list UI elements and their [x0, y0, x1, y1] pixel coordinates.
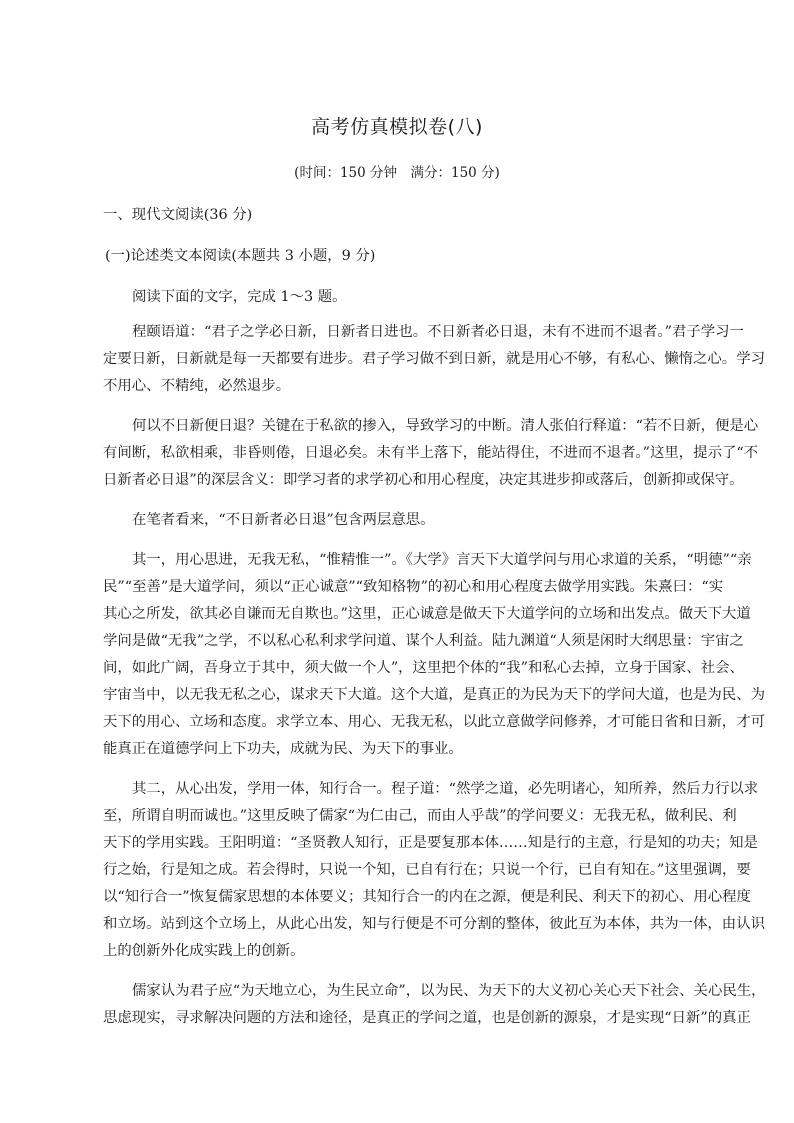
paragraph-line: 以“知行合一”恢复儒家思想的本体要义；其知行合一的内在之源，便是利民、利天下的初心、用心程度	[103, 889, 751, 905]
paragraph-4	[103, 547, 765, 763]
paragraph-line: 儒家认为君子应“为天地立心，为生民立命”，以为民、为天下的大义初心关心天下社会、关心民生，	[132, 983, 766, 999]
section-heading: 一、现代文阅读(36 分)	[103, 207, 253, 223]
reading-instruction: 阅读下面的文字，完成 1～3 题。	[132, 289, 347, 305]
paragraph-line: 思虑现实，寻求解决问题的方法和途径，是真正的学问之道，也是创新的源泉，才是实现“日新”的真正	[103, 1010, 751, 1026]
paragraph-line: 学问是做“无我”之学，不以私心私利求学问道、谋个人利益。陆九渊道“人须是闲时大纲思量：宇宙之	[103, 633, 744, 649]
paragraph-6	[103, 978, 766, 1032]
paragraph-line: 其心之所发，欲其必自谦而无自欺也。”这里，正心诚意是做天下大道学问的立场和出发点。做天下大道	[103, 606, 751, 622]
paragraph-line: 不用心、不精纯，必然退步。	[103, 378, 291, 394]
paragraph-line: 上的创新外化成实践上的创新。	[103, 943, 305, 959]
paragraph-line: 至，所谓自明而诚也。”这里反映了儒家“为仁由己，而由人乎哉”的学问要义：无我无私，做利民、利	[103, 808, 737, 824]
paragraph-line: 能真正在道德学问上下功夫，成就为民、为天下的事业。	[103, 741, 463, 757]
paragraph-line: 和立场。站到这个立场上，从此心出发，知与行便是不可分割的整体，彼此互为本体，共为一体，由认识	[103, 916, 765, 932]
paragraph-3	[103, 507, 691, 534]
paragraph-line: 间，如此广阔，吾身立于其中，须大做一个人”，这里把个体的“我”和私心去掉，立身于国家、社会、	[103, 660, 744, 676]
paragraph-line: 其二，从心出发，学用一体，知行合一。程子道：“然学之道，必先明诸心，知所养，然后力行以求	[132, 781, 759, 797]
exam-body	[103, 202, 766, 1045]
paragraph-2	[103, 413, 759, 494]
paragraph-line: 其一，用心思进，无我无私，“惟精惟一”。《大学》言天下大道学问与用心求道的关系，“明德”“亲	[132, 552, 752, 568]
paragraph-line: 有间断，私欲相乘，非昏则倦，日退必矣。未有半上落下，能站得住，不进而不退者。”这里，提示了“不	[103, 445, 759, 461]
page-title: 高考仿真模拟卷(八)	[311, 116, 483, 138]
paragraph-line: 日新者必日退”的深层含义：即学习者的求学初心和用心程度，决定其进步抑或落后，创新抑或保守。	[103, 472, 744, 488]
paragraph-line: 天下的用心、立场和态度。求学立本、用心、无我无私，以此立意做学问修养，才可能日省和日新，才可	[103, 714, 765, 730]
paragraph-line: 宇宙当中，以无我无私之心，谋求天下大道。这个大道，是真正的为民为天下的学问大道，也是为民、为	[103, 687, 765, 703]
paragraph-1	[103, 319, 765, 400]
paragraph-line: 民”“至善”是大道学问，须以“正心诚意”“致知格物”的初心和用心程度去做学用实践。朱熹曰：“实	[103, 579, 724, 595]
paragraph-line: 天下的学用实践。王阳明道：“圣贤教人知行，正是要复那本体……知是行的主意，行是知的功夫；知是	[103, 835, 758, 851]
paragraph-line: 定要日新，日新就是每一天都要有进步。君子学习做不到日新，就是用心不够，有私心、懒惰之心。学习	[103, 351, 765, 367]
paragraph-5	[103, 776, 765, 965]
paragraph-line: 何以不日新便日退？关键在于私欲的掺入，导致学习的中断。清人张伯行释道：“若不日新，便是心	[132, 418, 759, 434]
paragraph-line: 在笔者看来，“不日新者必日退”包含两层意思。	[132, 512, 435, 528]
section-subheading: (一)论述类文本阅读(本题共 3 小题，9 分)	[105, 248, 376, 264]
paragraph-line: 行之始，行是知之成。若会得时，只说一个知，已自有行在；只说一个行，已自有知在。”这里强调，要	[103, 862, 751, 878]
exam-time-score: (时间：150 分钟 满分：150 分)	[294, 165, 500, 181]
paragraph-line: 程颐语道：“君子之学必日新，日新者日进也。不日新者必日退，未有不进而不退者。”君子学习一	[132, 324, 744, 340]
